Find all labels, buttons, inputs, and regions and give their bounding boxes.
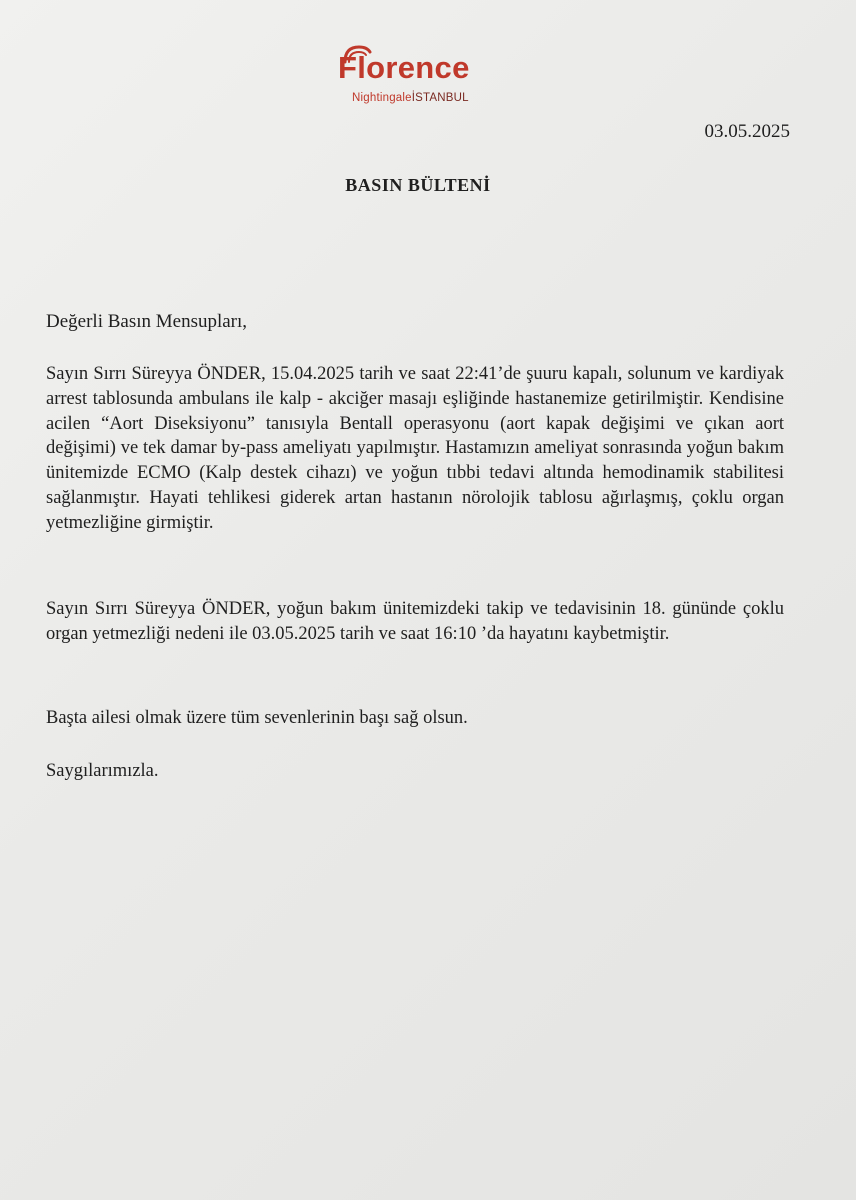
- hospital-logo: [336, 40, 511, 112]
- logo-wordmark: Florence: [338, 50, 470, 85]
- logo-subtitle-nightingale: Nightingale: [352, 92, 412, 104]
- document-title: BASIN BÜLTENİ: [345, 175, 491, 195]
- paragraph-medical-details: Sayın Sırrı Süreyya ÖNDER, 15.04.2025 tarih ve saat 22:41’de şuuru kapalı, solunum ve kardiyak arrest tablosunda ambulans ile kalp - akciğer masajı eşliğinde hastanemize getirilmiştir. Kendisine acilen “Aort Diseksiyonu” tanısıyla Bentall operasyonu (aort kapak değişimi ve çıkan aort değişimi) ve tek damar by-pass ameliyatı yapılmıştır. Hastamızın ameliyat sonrasında yoğun bakım ünitemizde ECMO (Kalp destek cihazı) ve yoğun tıbbi tedavi altında hemodinamik stabilitesi sağlanmıştır. Hayati tehlikesi giderek artan hastanın nörolojik tablosu ağırlaşmış, çoklu organ yetmezliğine girmiştir.: [46, 364, 784, 533]
- logo-subtitle-istanbul: İSTANBUL: [411, 92, 469, 104]
- paragraph-closing: Saygılarımızla.: [46, 761, 159, 781]
- paragraph-condolences: Başta ailesi olmak üzere tüm sevenlerinin başı sağ olsun.: [46, 708, 468, 728]
- logo-subtitle: [352, 92, 469, 104]
- salutation: Değerli Basın Mensupları,: [46, 311, 248, 332]
- document-date: 03.05.2025: [704, 121, 790, 142]
- paragraph-death-notice: Sayın Sırrı Süreyya ÖNDER, yoğun bakım ünitemizdeki takip ve tedavisinin 18. gününde çoklu organ yetmezliği nedeni ile 03.05.2025 tarih ve saat 16:10 ’da hayatını kaybetmiştir.: [46, 599, 784, 644]
